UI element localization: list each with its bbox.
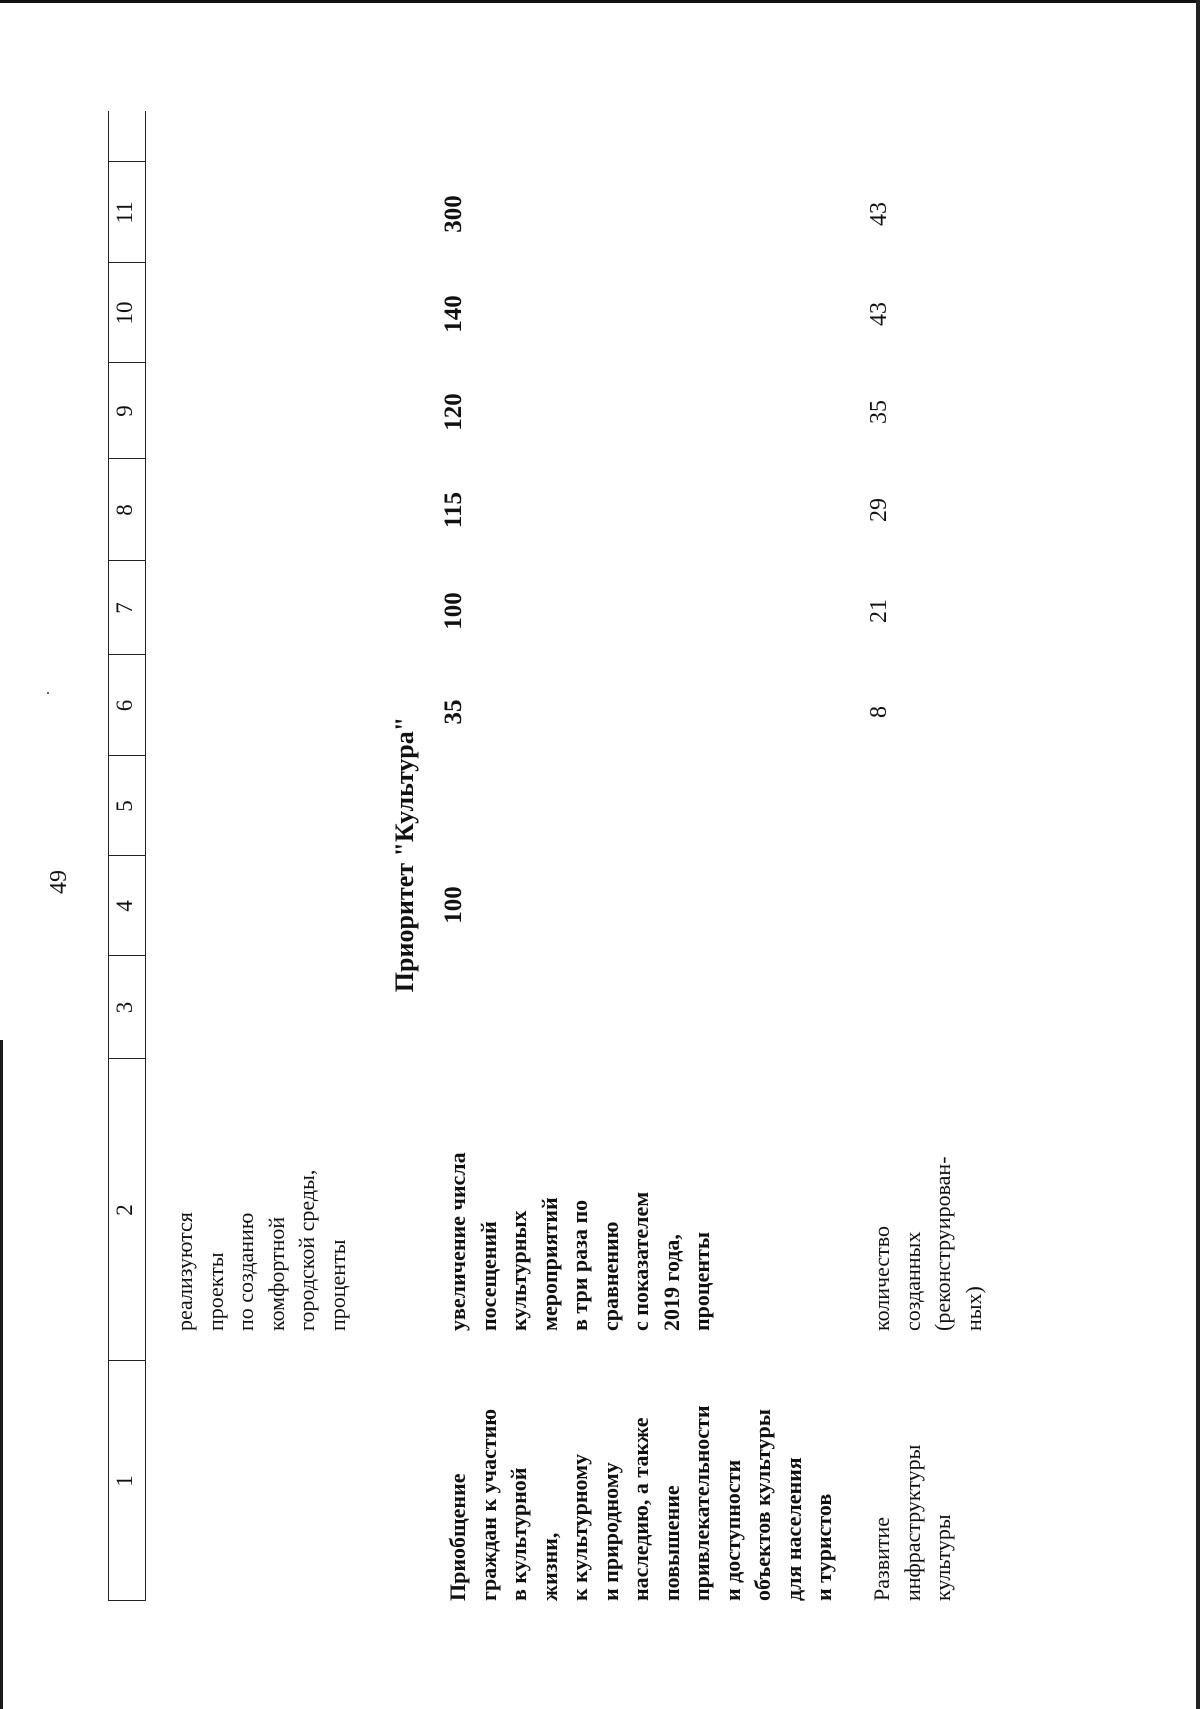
- row-2-indicator-text: количество созданных (реконструирован- ных): [869, 1156, 986, 1331]
- row-1-indicator-text: увеличение числа посещений культурных мероприятий в три раза по сравнению с показателем 2019 года, проценты: [445, 1152, 714, 1331]
- header-col-11: 11: [112, 201, 137, 224]
- header-col-2: 2: [112, 1204, 137, 1216]
- row-2-goal-text: Развитие инфраструктуры культуры: [869, 1444, 955, 1601]
- header-col-9: 9: [112, 405, 137, 417]
- row-1-value-col8: 115: [440, 491, 467, 529]
- header-col-4: 4: [112, 900, 137, 912]
- continuation-indicator-text: реализуются проекты по созданию комфортной городской среды, проценты: [172, 1169, 350, 1331]
- row-1-value-col7: 100: [440, 592, 467, 630]
- header-bottom-rule: [145, 111, 146, 1601]
- row-1-value-col10: 140: [440, 295, 467, 333]
- row-1-goal-text: Приобщение граждан к участию в культурной жизни, к культурному и природному наследию, а также повышение привлекательности и доступности объектов культуры для населения и туристов: [445, 1405, 836, 1601]
- row-1-value-col9: 120: [440, 393, 467, 431]
- row-2-value-col8: 29: [866, 498, 892, 522]
- row-1-value-col6: 35: [440, 699, 467, 725]
- section-title: Приоритет "Культура": [390, 716, 419, 993]
- row-2-value-col7: 21: [866, 599, 892, 623]
- row-2-value-col10: 43: [866, 302, 892, 326]
- row-1-value-col11: 300: [440, 195, 467, 233]
- row-2-value-col9: 35: [866, 400, 892, 424]
- header-col-7: 7: [112, 602, 137, 614]
- header-col-3: 3: [112, 1001, 137, 1014]
- header-col-6: 6: [112, 699, 137, 712]
- header-col-5: 5: [112, 800, 137, 812]
- header-col-10: 10: [112, 301, 137, 325]
- header-top-rule: [108, 111, 109, 1601]
- page-number: 49: [46, 870, 72, 894]
- header-col-8: 8: [112, 504, 137, 516]
- header-col-1: 1: [112, 1475, 137, 1487]
- row-1-value-col5: 100: [440, 886, 467, 924]
- row-2-value-col11: 43: [866, 202, 892, 226]
- row-2-value-col6: 8: [866, 706, 892, 718]
